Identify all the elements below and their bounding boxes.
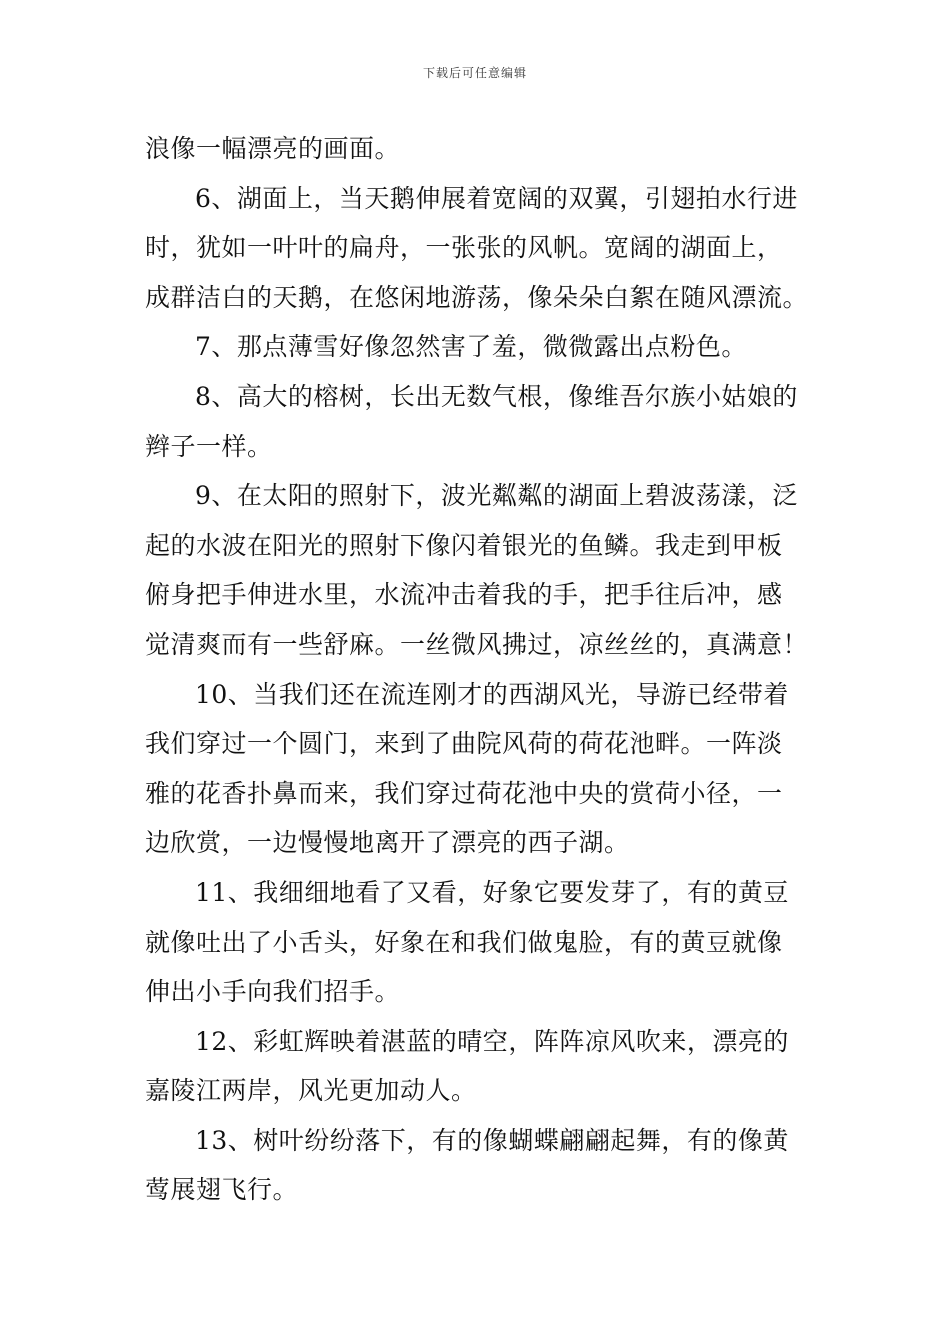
text-line: 就像吐出了小舌头，好象在和我们做鬼脸，有的黄豆就像 <box>145 927 783 957</box>
document-body <box>145 124 810 1215</box>
text-line: 觉清爽而有一些舒麻。一丝微风拂过，凉丝丝的，真满意！ <box>145 629 809 659</box>
paragraph-6-start: 6、湖面上，当天鹅伸展着宽阔的双翼，引翅拍水行进 <box>195 183 798 213</box>
text-line: 俯身把手伸进水里，水流冲击着我的手，把手往后冲，感 <box>145 580 783 610</box>
text-line: 成群洁白的天鹅，在悠闲地游荡，像朵朵白絮在随风漂流。 <box>145 282 809 312</box>
text-line: 我们穿过一个圆门，来到了曲院风荷的荷花池畔。一阵淡 <box>145 729 783 759</box>
paragraph-8-start: 8、高大的榕树，长出无数气根，像维吾尔族小姑娘的 <box>195 381 798 411</box>
paragraph-10-start: 10、当我们还在流连刚才的西湖风光，导游已经带着 <box>195 679 789 709</box>
paragraph-9-start: 9、在太阳的照射下，波光粼粼的湖面上碧波荡漾，泛 <box>195 481 798 511</box>
text-line: 雅的花香扑鼻而来，我们穿过荷花池中央的赏荷小径，一 <box>145 778 783 808</box>
text-line: 莺展翅飞行。 <box>145 1175 299 1205</box>
paragraph-12-start: 12、彩虹辉映着湛蓝的晴空，阵阵凉风吹来，漂亮的 <box>195 1026 789 1056</box>
text-line: 时，犹如一叶叶的扁舟，一张张的风帆。宽阔的湖面上， <box>145 233 783 263</box>
text-line: 伸出小手向我们招手。 <box>145 977 401 1007</box>
text-line: 辫子一样。 <box>145 431 273 461</box>
text-line: 边欣赏，一边慢慢地离开了漂亮的西子湖。 <box>145 828 630 858</box>
text-line: 嘉陵江两岸，风光更加动人。 <box>145 1076 477 1106</box>
paragraph-7-start: 7、那点薄雪好像忽然害了羞，微微露出点粉色。 <box>195 332 747 362</box>
paragraph-11-start: 11、我细细地看了又看，好象它要发芽了，有的黄豆 <box>195 877 789 907</box>
paragraph-13-start: 13、树叶纷纷落下，有的像蝴蝶翩翩起舞，有的像黄 <box>195 1125 789 1155</box>
page-header: 下载后可任意编辑 <box>422 66 527 80</box>
text-line: 起的水波在阳光的照射下像闪着银光的鱼鳞。我走到甲板 <box>145 530 783 560</box>
text-line: 浪像一幅漂亮的画面。 <box>145 134 401 163</box>
